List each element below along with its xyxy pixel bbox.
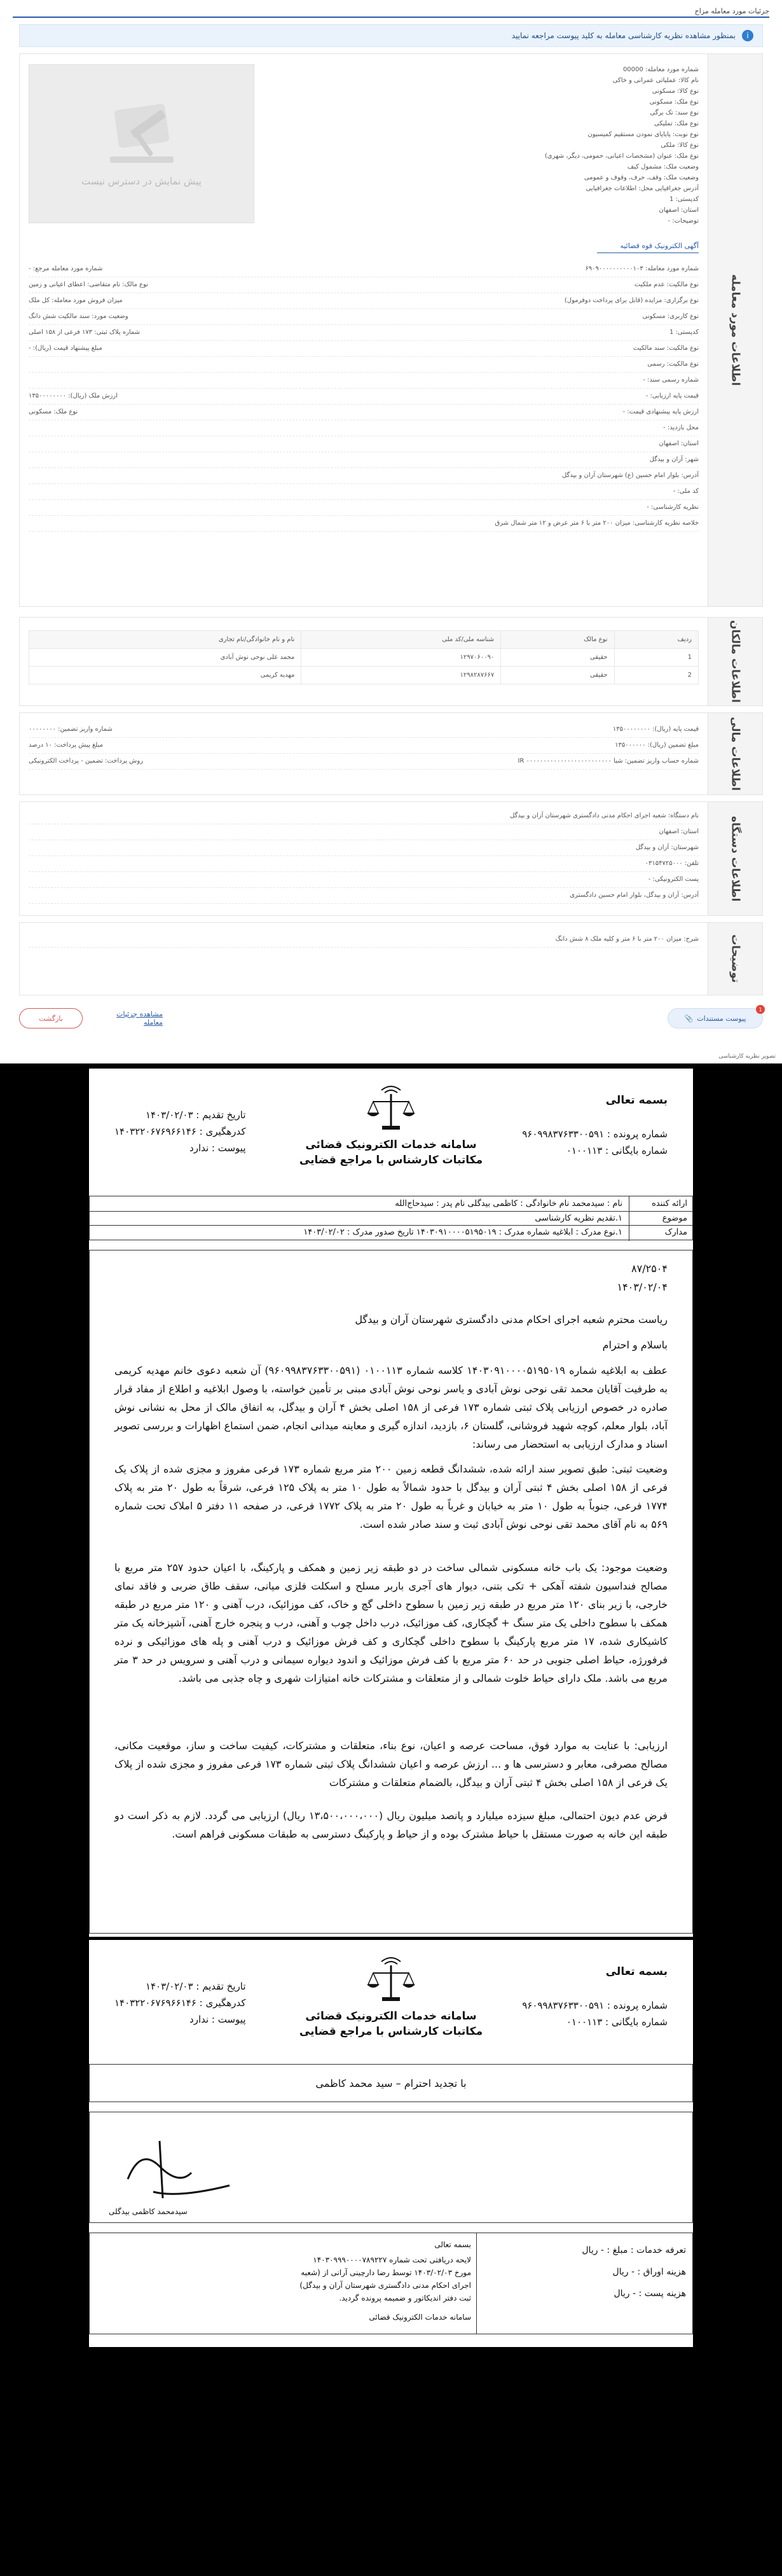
detail-row (29, 261, 699, 277)
section-label: اطلاعات دستگاه (708, 802, 762, 915)
detail-right: قیمت پایه (ریال): ۱۳۵۰۰۰۰۰۰۰۰ (612, 726, 699, 733)
detail-right: مبلغ تضمین (ریال): ۱۳۵۰۰۰۰۰۰ (615, 742, 699, 749)
salutation: باسلام و احترام (602, 1339, 668, 1351)
electronic-notice-link[interactable]: آگهی الکترونیک قوه قضائیه (620, 242, 699, 250)
detail-right: شماره مورد معامله: ۶۹۰۹۰۰۰۰۰۰۰۰۰۰۱۰۳ (585, 265, 699, 272)
back-button[interactable]: بازگشت (19, 1008, 83, 1028)
meta-item: نوع سند: تک برگی (650, 109, 699, 116)
subject-value: ۱.تقدیم نظریه کارشناسی (90, 1212, 629, 1226)
header-divider (13, 17, 769, 18)
image-caption: پیش نمایش در دسترس نیست (81, 176, 202, 187)
org-line-1: سامانه خدمات الکترونیک قضائی (305, 1139, 477, 1151)
document-page-2 (89, 1940, 693, 2347)
letter-refs (114, 1259, 668, 1296)
meta-item: استان: اصفهان (659, 207, 699, 214)
detail-left: شماره مورد معامله مرجع: - (29, 265, 103, 272)
detail-right: استان: اصفهان (659, 440, 699, 447)
detail-row (29, 872, 699, 888)
detail-right: آدرس: بلوار امام حسین (ع) شهرستان آران و بیدگل (561, 472, 699, 479)
table-header-cell: نوع مالک (501, 631, 614, 649)
signature-image (115, 2119, 242, 2220)
detail-right: شماره حساب واریز تضمین: شبا IR ۰۰۰۰۰۰۰۰۰۰۰۰۰۰۰۰۰۰۰۰۰۰۰۰۰ (518, 758, 699, 765)
archive-number: شماره بایگانی : ۰۱۰۰۱۱۳ (566, 2016, 668, 2028)
attachment-count-badge: 1 (756, 1005, 765, 1014)
detail-row (29, 468, 699, 484)
detail-right: شهرستان: آران و بیدگل (635, 844, 699, 851)
section-deal-info (19, 53, 763, 607)
submission-info (114, 1107, 246, 1156)
subject-label: موضوع (629, 1212, 692, 1226)
detail-page (0, 0, 782, 1049)
section-body (20, 713, 708, 794)
tracking-code: کدرهگیری : ۱۴۰۳۲۲۰۶۷۶۹۶۶۱۴۶ (114, 1126, 246, 1137)
attachment-notice (19, 24, 763, 47)
section-body (20, 618, 708, 705)
table-row (29, 667, 699, 684)
paragraph-valuation: ارزیابی: با عنایت به موارد فوق، مساحت عرصه و اعیان، نوع بناء، متعلقات و مشترکات، کیفیت ساخت و ساز، موقعیت مکانی، مصالح مصرفی، معابر و دسترسی ها و ... ارزش عرصه و اعیان ششدانگ پلاک ثبتی شماره ۱۷۳ فرعی مفروز و مجزی شده از پلاک یک فرعی از ۱۵۸ اصلی بخش ۴ ثبتی آران و بیدگل، بالضمام متعلقات و مشترکات (114, 1740, 668, 1789)
meta-item: شماره مورد معامله: 00000 (622, 66, 699, 73)
action-bar (19, 1008, 763, 1034)
detail-row (29, 293, 699, 309)
detail-row (29, 373, 699, 389)
letter-meta-table (89, 1196, 693, 1240)
table-cell: حقیقی (501, 649, 614, 667)
detail-row (29, 516, 699, 532)
table-cell: ۱۲۹۸۲۸۷۶۶۷ (301, 667, 501, 684)
table-row (29, 649, 699, 667)
table-header-row (29, 631, 699, 649)
reference-date: ۱۴۰۳/۰۲/۰۴ (617, 1281, 668, 1293)
meta-item: نوع ملک: عنوان (مشخصات اعیانی، حمومی، دیگر، شهری) (544, 153, 699, 160)
section-organization (19, 801, 763, 916)
viewer-title: تصویر نظریه کارشناسی (718, 1053, 776, 1060)
table-header-cell: نام و نام خانوادگی/نام تجاری (29, 631, 301, 649)
paragraph-conclusion: فرض عدم دیون احتمالی، مبلغ سیزده میلیارد و پانصد میلیون ریال (۱۳،۵۰۰،۰۰۰،۰۰۰ ریال) ارزیابی می گردد. لازم به ذکر است دو طبقه این خانه به صورت مستقل با حیاط مشترک بوده و از حیاط و پارکینگ دسترسی به طبقات مسکونی فراهم است. (114, 1810, 668, 1840)
detail-row (29, 309, 699, 325)
paragraph-registry: وضعیت ثبتی: طبق تصویر سند ارائه شده، ششدانگ قطعه زمین ۲۰۰ متر مربع شماره ۱۷۳ فرعی مفروز و مجزی شده از پلاک یک فرعی از ۱۵۸ اصلی بخش ۴ ثبتی آران و بیدگل با حدود شمالاً به طول ۱۰ متر به پلاک ۱۲۵ فرعی، شرقاً به طول ۲۰ متر به پلاک ۱۷۷۴ فرعی، جنوباً به طول ۱۰ متر به خیابان و غرباً به طول ۲۰ متر به پلاک ۱۷۷۲ فرعی، در صفحه ۱۱ دفتر ۵ املاک تحت شماره ۵۶۹ به نام آقای محمد تقی نوحی نوش آبادی ثبت و سند صادر شده است. (114, 1463, 668, 1530)
detail-right: نام دستگاه: شعبه اجرای احکام مدنی دادگستری شهرستان آران و بیدگل (510, 812, 699, 819)
detail-row (29, 722, 699, 738)
archive-number: شماره بایگانی : ۰۱۰۰۱۱۳ (566, 1145, 668, 1156)
detail-left: مبلغ پیش پرداخت: ۱۰ درصد (29, 742, 103, 749)
detail-row (29, 840, 699, 856)
letter-header (89, 1940, 693, 2048)
table-header-cell: ردیف (614, 631, 698, 649)
meta-item: کدپستی: 1 (669, 196, 699, 203)
fee-papers: هزینه اوراق : - ریال (612, 2267, 686, 2277)
meta-item: نوع کالا: ملکی (661, 142, 699, 149)
section-label: اطلاعات مالی (708, 713, 762, 794)
detail-right: خلاصه نظریه کارشناسی: میزان ۲۰۰ متر با ۶ متر عرض و ۱۲ متر شمال شرق (495, 520, 699, 527)
detail-row (29, 325, 699, 341)
detail-right: نوع برگزاری: مزایده (قابل برای پرداخت دوفرمول) (564, 297, 699, 304)
detail-left: میزان فروش مورد معامله: کل ملک (29, 297, 123, 304)
gavel-icon (97, 100, 186, 170)
document-page-1 (89, 1069, 693, 1937)
paragraph-intro: عطف به ابلاغیه شماره ۱۴۰۳۰۹۱۰۰۰۰۵۱۹۵۰۱۹ کلاسه شماره ۰۱۰۰۱۱۳ (۹۶۰۹۹۸۳۷۶۳۳۰۰۵۹۱) آن شعبه دعوی خانم مهدیه کریمی به طرفیت آقایان محمد تقی نوحی نوش آبادی و یاسر نوحی نوش آبادی مبنی بر تأمین خواسته، با وصول ابلاغیه و اطلاع از مفاد قرار صادره در خصوص ارزیابی پلاک ثبتی شماره ۱۷۳ فرعی از ۱۵۸ اصلی بخش ۴ آران و بیدگل، به اتفاق مالک از محل به نشانی نوش آباد، بلوار معلم، کوچه شهید فروشانی، گلستان ۶، بازدید، اندازه گیری و معاینه میدانی انجام، ضمن استماع اظهارات و بررسی تصویر اسناد و مدارک ارزیابی به استحضار می رساند: (114, 1364, 668, 1450)
section-label: توضیحات (708, 923, 762, 995)
tracking-code: کدرهگیری : ۱۴۰۳۲۲۰۶۷۶۹۶۶۱۴۶ (114, 1997, 246, 2009)
page-header (13, 4, 769, 18)
detail-row (29, 277, 699, 293)
description-text: شرح: میزان ۲۰۰ متر با ۶ متر و کلیه ملک ۸ شش دانگ (29, 932, 699, 948)
paragraph-condition: وضعیت موجود: یک باب خانه مسکونی شمالی ساخت در دو طبقه زیر زمین و همکف و پارکینگ، با اعیان حدود ۲۵۷ متر مربع با مصالح فنداسیون شفته آهکی + تکی بتنی، دیوار های آجری باربر مسلح و اسکلت فلزی میانی، سقف طاق ضربی و فاقد نمای خارجی، با زیر بنای ۱۲۰ متر مربع در طبقه زیر زمین با سطوح داخلی گچ و خاک، کف موزائیک، درب آهنی و ۱۲۰ متر مربع در طبقه همکف با سطوح داخلی یک متر سنگ + گچکاری، کف موزائیک، درب داخل چوب و آهنی، درب و پنجره خارج آهنی، آشپزخانه یک متر کاشیکاری شده، ۱۷ متر مربع پارکینگ با سطوح داخلی گچکاری و کف فرش موزائیک و درب آهنی و پله های موزائیکی و نرده فرفورژه، حیاط اصلی جنوبی در حد ۶۰ متر مربع با کف فرش موزائیک و اندود دیواره سیمانی و درب آهنی و سرویس در حد ۳ متر مربع می باشد. ملک دارای حیاط خلوت شمالی و از متعلقات و مشترکات خانه امتیازات شهری و چاه جذبی می باشد. (114, 1562, 668, 1684)
table-cell: حقیقی (501, 667, 614, 684)
section-owners (19, 617, 763, 706)
sender-label: ارائه کننده (629, 1196, 692, 1212)
viewer-toolbar (0, 1049, 782, 1063)
attachment-button[interactable] (668, 1008, 763, 1028)
signer-name: سیدمحمد کاظمی بیدگلی (109, 2207, 188, 2216)
detail-row (29, 738, 699, 754)
clip-icon: 📎 (684, 1014, 694, 1023)
detail-row (29, 389, 699, 405)
document-viewer[interactable] (0, 1049, 782, 2576)
letter-header (89, 1069, 693, 1177)
detail-right: نوع کاربری: مسکونی (642, 313, 699, 320)
attachment-info: پیوست : ندارد (189, 1142, 246, 1154)
sender-value: نام : سیدمحمد نام خانوادگی : کاظمی بیدگلی نام پدر : سیدحاج‌الله (90, 1196, 629, 1212)
detail-row (29, 824, 699, 840)
detail-row (29, 405, 699, 420)
detail-row (29, 436, 699, 452)
meta-item: آدرس جغرافیایی محل: اطلاعات جغرافیایی (586, 185, 699, 192)
detail-right: نوع مالکیت: سند مالکیت (633, 345, 699, 352)
addressee: ریاست محترم شعبه اجرای احکام مدنی دادگستری شهرستان آران و بیدگل (355, 1313, 668, 1326)
detail-row (29, 420, 699, 436)
meta-item: وضعیت ملک: وقف، حرف، وقوف و عمومی (584, 174, 699, 181)
detail-right: پست الکترونیکی: - (648, 876, 699, 883)
receipt-title: بسمه تعالی (434, 2240, 471, 2249)
attachment-button-label: پیوست مستندات (697, 1014, 746, 1023)
docs-value: ۱.نوع مدرک : ابلاغیه شماره مدرک : ۱۴۰۳۰۹۱۰۰۰۰۵۱۹۵۰۱۹ تاریخ صدور مدرک : ۱۴۰۳/۰۲/۰۲ (303, 1228, 622, 1237)
fees-block (476, 2233, 692, 2334)
fee-post: هزینه پست : - ریال (614, 2289, 686, 2299)
meta-item: نوع کالا: مسکونی (652, 88, 699, 95)
detail-right: قیمت پایه ارزیابی: - (645, 392, 699, 399)
detail-row (29, 484, 699, 500)
reference-number: ۸۷/۲۵۰۴ (631, 1263, 668, 1275)
detail-right: کدپستی: 1 (669, 329, 699, 336)
page-title: جزئیات مورد معامله مزاج (694, 6, 769, 15)
detail-right: شماره رسمی سند: - (643, 377, 699, 384)
fees-total: تعرفه خدمات : مبلغ : - ریال (582, 2245, 686, 2255)
org-line-1: سامانه خدمات الکترونیک قضائی (305, 2010, 477, 2023)
section-body (20, 54, 708, 606)
detail-left: شماره پلاک ثبتی: ۱۷۳ فرعی از ۱۵۸ اصلی (29, 329, 141, 336)
detail-right: تلفن: ۰۳۱۵۴۷۲۵۰۰۰ (645, 860, 699, 867)
table-cell: 2 (614, 667, 698, 684)
meta-item: نام کالا: عملیاتی عمرانی و خاکی (612, 77, 699, 84)
detail-right: نظریه کارشناسی: - (647, 504, 699, 511)
section-financial (19, 712, 763, 795)
detail-right: محل بازدید: - (663, 424, 699, 431)
notice-text: بمنظور مشاهده نظریه کارشناسی معامله به کلید پیوست مراجعه نمایید (511, 31, 736, 40)
detail-left: ارزش ملک (ریال): ۱۳۵۰۰۰۰۰۰۰۰ (29, 392, 118, 399)
justice-scale-icon (366, 1953, 416, 2005)
table-cell: مهدیه کریمی (29, 667, 301, 684)
detail-right: نوع مالکیت: رسمی (647, 361, 699, 368)
file-number: شماره پرونده : ۹۶۰۹۹۸۳۷۶۳۳۰۰۵۹۱ (522, 2000, 668, 2011)
org-line-2: مکاتبات کارشناس با مراجع قضایی (299, 1154, 483, 1167)
footer-frame (89, 2233, 693, 2334)
receipt-block (293, 2233, 476, 2334)
section-label: اطلاعات مالکان (708, 618, 762, 705)
receipt-text: لایحه دریافتی تحت شماره ۱۴۰۳۰۹۹۹۰۰۰۰۷۸۹۲۲۷ مورخ ۱۴۰۳/۰۲/۰۳ توسط رضا دارچینی آرانی از (شعبه اجرای احکام مدنی دادگستری شهرستان آران و بیدگل) ثبت دفتر اندیکاتور و ضمیمه پرونده گردید. (299, 2255, 471, 2302)
meta-item: نوع ملک: تملیکی (654, 120, 699, 127)
file-number: شماره پرونده : ۹۶۰۹۹۸۳۷۶۳۳۰۰۵۹۱ (522, 1128, 668, 1140)
detail-row (29, 888, 699, 904)
detail-row (29, 500, 699, 516)
detail-left: وضعیت مورد: سند مالکیت شش دانگ (29, 313, 128, 320)
meta-item: نوع ملک: مسکونی (649, 99, 699, 106)
view-deal-details-link[interactable]: مشاهده جزئیات معامله (116, 1010, 163, 1027)
detail-right: آدرس: آران و بیدگل، بلوار امام حسین دادگستری (570, 892, 699, 899)
detail-right: شهر: آران و بیدگل (649, 456, 699, 463)
detail-left: مبلغ پیشنهاد قیمت (ریال): - (29, 345, 102, 352)
table-cell: محمد علی نوحی نوش آبادی (29, 649, 301, 667)
justice-scale-icon (366, 1081, 416, 1133)
org-line-2: مکاتبات کارشناس با مراجع قضایی (299, 2025, 483, 2038)
detail-right: کد ملی: - (673, 488, 699, 495)
detail-row (29, 452, 699, 468)
owners-table (29, 630, 699, 684)
basmala: بسمه تعالی (605, 1965, 668, 1978)
detail-left: نوع ملک: مسکونی (29, 408, 78, 415)
table-cell: ۱۲۹۷۰۶۰۰۹۰ (301, 649, 501, 667)
info-icon: i (742, 30, 753, 41)
detail-right: استان: اصفهان (659, 828, 699, 835)
attachment-info: پیوست : ندارد (189, 2014, 246, 2025)
basmala: بسمه تعالی (605, 1094, 668, 1107)
table-cell: 1 (614, 649, 698, 667)
detail-left: نوع مالک: نام متقاضی: اعطای اعیانی و زمین (29, 281, 149, 288)
detail-row (29, 808, 699, 824)
detail-right: ارزش پایه پیشنهادی قیمت: - (622, 408, 699, 415)
submission-info (114, 1978, 246, 2028)
detail-left: روش پرداخت: تضمین - پرداخت الکترونیکی (29, 758, 144, 765)
submission-date: تاریخ تقدیم : ۱۴۰۳/۰۲/۰۳ (145, 1109, 246, 1121)
meta-item: وضعیت ملک: مشمول کیف (627, 163, 699, 170)
detail-row (29, 856, 699, 872)
section-body (20, 923, 708, 995)
section-description (19, 922, 763, 995)
submission-date: تاریخ تقدیم : ۱۴۰۳/۰۲/۰۳ (145, 1981, 246, 1992)
deal-meta-list (489, 64, 699, 226)
section-label: اطلاعات مورد معامله (708, 54, 762, 606)
detail-row (29, 754, 699, 770)
image-placeholder (29, 64, 254, 223)
signature-frame (89, 2112, 693, 2223)
detail-row (29, 341, 699, 357)
closing-line: با تجدید احترام – سید محمد کاظمی (89, 2064, 693, 2102)
meta-item: نوع نوبت: پایاپای نمودن مستقیم کمیسیون (587, 131, 699, 138)
section-body (20, 802, 708, 915)
receipt-sign: سامانه خدمات الکترونیک قضائی (369, 2313, 471, 2322)
detail-row (29, 357, 699, 373)
table-header-cell: شناسه ملی/کد ملی (301, 631, 501, 649)
deal-detail-rows (29, 261, 699, 532)
detail-left: شماره واریز تضمین: ۰۰۰۰۰۰۰۰ (29, 726, 113, 733)
docs-label: مدارک (664, 1228, 687, 1237)
detail-right: نوع مالکیت: عدم ملکیت (634, 281, 699, 288)
meta-item: توضیحات: - (668, 218, 699, 225)
